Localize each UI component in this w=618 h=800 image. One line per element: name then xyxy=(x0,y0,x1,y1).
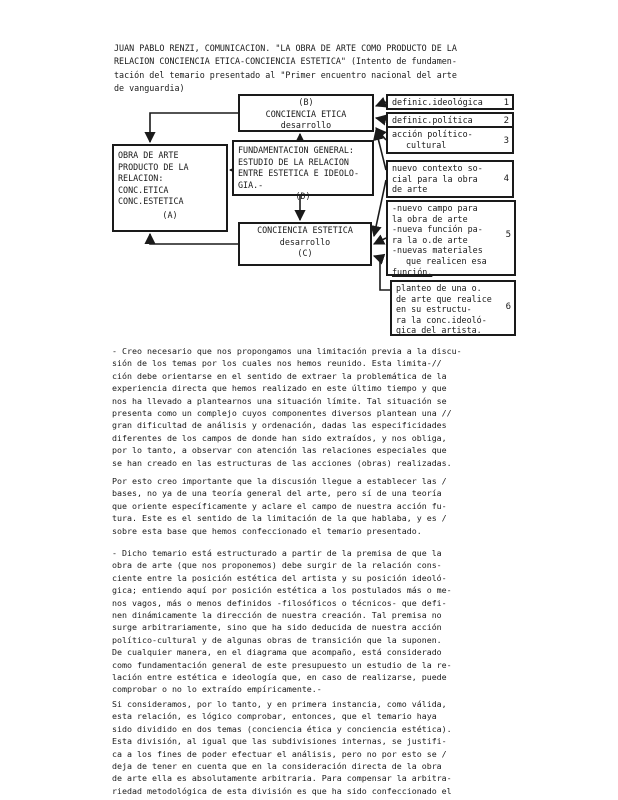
text-line: surge arbitrariamente, sino que ha sido deducida de nuestra acción xyxy=(112,622,442,633)
text-line: bases, no ya de una teoría general del arte, pero sí de una teoría xyxy=(112,488,442,499)
text-line: de arte ella es absolutamente arbitraria. Para compensar la arbitra- xyxy=(112,773,452,784)
box-a-line: CONC.ETICA xyxy=(118,184,169,195)
box-a-line: CONC.ESTETICA xyxy=(118,196,184,207)
box-d-label: (D) xyxy=(295,191,311,202)
text-line: político-cultural y de algunas obras de transición que la suponen. xyxy=(112,634,442,645)
text-line: por lo tanto, a observar con atención las relaciones especiales que xyxy=(112,445,447,456)
arrow-5-to-c xyxy=(374,238,386,244)
box-4-line: cial para la obra xyxy=(392,173,478,184)
text-line: deja de tener en cuenta que en la consideración directa de la obra xyxy=(112,761,442,772)
text-line: comprobar o no lo extraído empíricamente.- xyxy=(112,684,322,695)
box-b-line: desarrollo xyxy=(280,120,332,131)
arrow-c-to-a xyxy=(150,234,238,244)
text-line: sión de los temas por los cuales nos hemos reunido. Esta limita-// xyxy=(112,358,442,369)
document-header xyxy=(114,42,514,95)
paragraph-2 xyxy=(112,475,514,537)
text-line: ciente entre la posición estética del artista y su posición ideoló- xyxy=(112,572,447,583)
arrow-4-to-c xyxy=(374,180,386,236)
box-5-line: que realicen esa xyxy=(406,255,487,266)
text-line: lación entre estética e ideología que, en caso de realizarse, puede xyxy=(112,672,447,683)
text-line: Por esto creo importante que la discusión llegue a establecer las / xyxy=(112,476,447,486)
box-a-obra-de-arte xyxy=(112,144,228,232)
text-line: Si consideramos, por lo tanto, y en primera instancia, como válida, xyxy=(112,699,447,709)
box-5-line: función. xyxy=(392,266,433,277)
box-d-line: ESTUDIO DE LA RELACION xyxy=(238,156,349,167)
text-line: nos vagos, más o menos definidos -filosóficos o técnicos- que defi- xyxy=(112,597,447,608)
text-line: esta relación, es lógico comprobar, entonces, que el temario haya xyxy=(112,711,437,722)
box-5-number: 5 xyxy=(505,230,511,240)
header-line: de vanguardia) xyxy=(114,82,185,93)
box-c-label: (C) xyxy=(297,248,313,259)
box-3-number: 3 xyxy=(503,136,509,146)
box-d-line: GIA.- xyxy=(238,179,264,190)
paragraph-1 xyxy=(112,345,514,469)
text-line: gica; entiendo aquí por posición estética a los postulados más o me- xyxy=(112,585,452,596)
text-line: gran dificultad de análisis y ordenación, dadas las especificidades xyxy=(112,420,447,431)
arrow-2-to-b xyxy=(376,118,386,120)
text-line: sobre esta base que hemos confeccionado el temario presentado. xyxy=(112,525,422,536)
box-5-line: -nueva función pa- xyxy=(392,224,483,235)
header-line: tación del temario presentado al "Primer encuentro nacional del arte xyxy=(114,69,457,80)
box-d-line: ENTRE ESTETICA E IDEOLO- xyxy=(238,168,360,179)
text-line: riedad metodológica de esta división es que ha sido confeccionado el xyxy=(112,785,452,796)
text-line: De cualquier manera, en el diagrama que acompaño, está considerado xyxy=(112,647,442,658)
box-c-line: desarrollo xyxy=(279,236,331,247)
paragraph-4 xyxy=(112,698,514,797)
text-line: tura. Este es el sentido de la limitación de la que hablaba, y es / xyxy=(112,513,447,524)
box-d-fundamentacion xyxy=(232,140,374,202)
box-5-line: -nuevas materiales xyxy=(392,245,483,256)
box-c-conciencia-estetica xyxy=(238,222,372,266)
box-a-line: PRODUCTO DE LA xyxy=(118,161,189,172)
box-1-line: definic.ideológica xyxy=(392,97,483,107)
text-line: nen dinámicamente la dirección de nuestra creación. Tal premisa no xyxy=(112,610,442,621)
box-3-line: acción político- xyxy=(392,129,473,139)
box-4-line: nuevo contexto so- xyxy=(392,163,483,173)
text-line: diferentes de los campos de donde han sido extraídos, y nos obliga, xyxy=(112,432,447,443)
text-line: experiencia directa que hemos realizado en este último tiempo y que xyxy=(112,383,447,394)
box-3-accion-politico-cultural xyxy=(386,126,514,154)
text-line: sido dividido en dos temas (conciencia ética y conciencia estética). xyxy=(112,723,452,734)
text-line: nos ha llevado a plantearnos una situación límite. Tal situación se xyxy=(112,395,447,406)
box-6-planteo-obra xyxy=(390,280,516,336)
arrow-4-to-b xyxy=(376,130,386,170)
box-1-number: 1 xyxy=(503,98,509,108)
header-line: JUAN PABLO RENZI, COMUNICACION. "LA OBRA DE ARTE COMO PRODUCTO DE LA xyxy=(114,43,457,53)
box-5-line: -nuevo campo para xyxy=(392,203,478,213)
box-6-line: gica del artista. xyxy=(396,325,482,336)
text-line: como fundamentación general de este presupuesto un estudio de la re- xyxy=(112,659,452,670)
box-6-line: ra la conc.ideoló- xyxy=(396,314,487,325)
box-6-line: de arte que realice xyxy=(396,293,492,304)
text-line: se han creado en las estructuras de las acciones (obras) realizadas. xyxy=(112,457,452,468)
box-a-label: (A) xyxy=(162,209,178,220)
box-4-line: de arte xyxy=(392,184,428,195)
paragraph-3 xyxy=(112,547,514,696)
text-line: ción debe orientarse en el sentido de extraer la problemática de la xyxy=(112,370,447,381)
box-4-number: 4 xyxy=(503,174,509,184)
text-line: Esta división, al igual que las subdivisiones internas, se justifi- xyxy=(112,736,447,747)
box-b-conciencia-etica xyxy=(238,94,374,132)
box-4-nuevo-contexto xyxy=(386,160,514,198)
box-a-line: OBRA DE ARTE xyxy=(118,150,179,160)
box-b-label: (B) xyxy=(298,97,314,107)
box-6-number: 6 xyxy=(505,302,511,312)
arrow-3-to-b xyxy=(376,128,386,140)
box-a-line: RELACION: xyxy=(118,173,164,184)
arrow-b-to-a xyxy=(150,113,238,142)
text-line: ca a los fines de poder efectuar el análisis, pero no por esto se / xyxy=(112,748,447,759)
box-d-line: FUNDAMENTACION GENERAL: xyxy=(238,145,354,155)
box-5-nuevo-campo xyxy=(386,200,516,276)
text-line: - Creo necesario que nos propongamos una limitación previa a la discu- xyxy=(112,346,462,356)
text-line: - Dicho temario está estructurado a partir de la premisa de que la xyxy=(112,548,442,558)
box-b-line: CONCIENCIA ETICA xyxy=(265,108,347,119)
text-line: obra de arte (que nos proponemos) debe surgir de la relación cons- xyxy=(112,560,442,571)
box-5-line: ra la o.de arte xyxy=(392,234,468,245)
header-line: RELACION CONCIENCIA ETICA-CONCIENCIA ESTETICA" (Intento de fundamen- xyxy=(114,56,457,67)
box-5-line: la obra de arte xyxy=(392,213,468,224)
box-2-line: definic.política xyxy=(392,115,473,125)
box-c-line: CONCIENCIA ESTETICA xyxy=(257,225,353,235)
box-3-line: cultural xyxy=(406,139,447,150)
text-line: que oriente específicamente y aclare el campo de nuestra acción fu- xyxy=(112,500,447,511)
box-6-line: en su estructu- xyxy=(396,304,472,315)
box-2-number: 2 xyxy=(503,116,509,126)
box-6-line: planteo de una o. xyxy=(396,283,482,293)
text-line: presenta como un complejo cuyos componentes diversos plantean una // xyxy=(112,408,452,419)
arrow-1-to-b xyxy=(376,102,386,106)
box-1-definic-ideologica xyxy=(386,94,514,110)
